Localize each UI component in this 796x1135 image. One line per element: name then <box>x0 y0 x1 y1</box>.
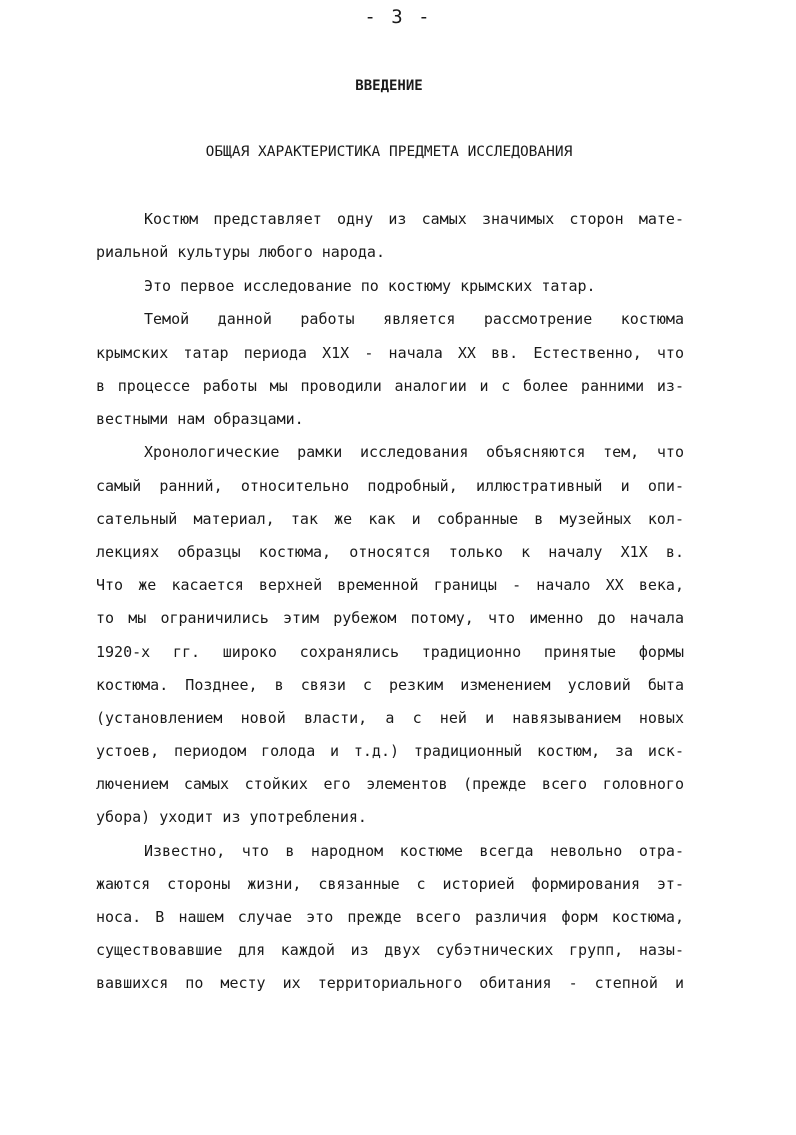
text-line: костюма. Позднее, в связи с резким изменением условий быта <box>96 676 684 694</box>
text-line: вестными нам образцами. <box>96 410 304 428</box>
text-line: Костюм представляет одну из самых значимых сторон мате- <box>144 210 684 228</box>
text-line: носа. В нашем случае это прежде всего различия форм костюма, <box>96 908 684 926</box>
text-line: убора) уходит из употребления. <box>96 808 367 826</box>
section-heading: ВВЕДЕНИЕ <box>355 78 423 94</box>
text-line: риальной культуры любого народа. <box>96 243 385 261</box>
text-line: крымских татар периода Х1Х - начала ХХ вв. Естественно, что <box>96 344 684 362</box>
text-line: лекциях образцы костюма, относятся только к началу Х1Х в. <box>96 543 684 561</box>
text-line: существовавшие для каждой из двух субэтнических групп, назы- <box>96 941 684 959</box>
text-line: (установлением новой власти, а с ней и навязыванием новых <box>96 709 684 727</box>
text-line: 1920-х гг. широко сохранялись традиционно принятые формы <box>96 643 684 661</box>
text-line: сательный материал, так же как и собранные в музейных кол- <box>96 510 684 528</box>
text-line: Темой данной работы является рассмотрение костюма <box>144 310 684 328</box>
text-line: то мы ограничились этим рубежом потому, что именно до начала <box>96 609 684 627</box>
section-subheading: ОБЩАЯ ХАРАКТЕРИСТИКА ПРЕДМЕТА ИССЛЕДОВАНИЯ <box>205 144 573 160</box>
text-line: Это первое исследование по костюму крымских татар. <box>144 277 596 295</box>
text-line: лючением самых стойких его элементов (прежде всего головного <box>96 775 684 793</box>
text-line: в процессе работы мы проводили аналогии и с более ранними из- <box>96 377 684 395</box>
text-line: Хронологические рамки исследования объясняются тем, что <box>144 443 684 461</box>
text-line: Известно, что в народном костюме всегда невольно отра- <box>144 842 684 860</box>
text-line: Что же касается верхней временной границы - начало ХХ века, <box>96 576 684 594</box>
text-line: жаются стороны жизни, связанные с историей формирования эт- <box>96 875 684 893</box>
page-number: - 3 - <box>364 6 432 28</box>
text-line: устоев, периодом голода и т.д.) традиционный костюм, за иск- <box>96 742 684 760</box>
text-line: самый ранний, относительно подробный, иллюстративный и опи- <box>96 477 684 495</box>
text-line: вавшихся по месту их территориального обитания - степной и <box>96 974 684 992</box>
